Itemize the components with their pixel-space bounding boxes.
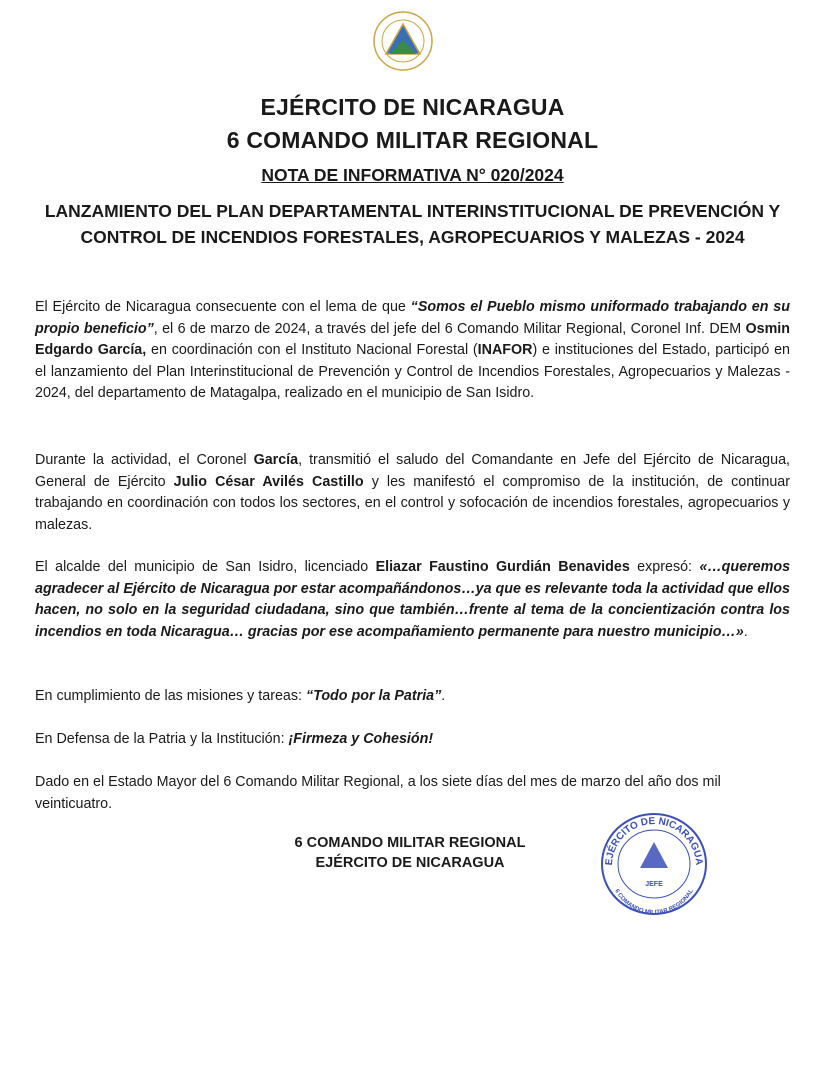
paragraph-4 — [35, 686, 790, 708]
name-bold: García — [253, 452, 299, 468]
name-bold: Osmin Edgardo García, — [35, 320, 790, 358]
paragraph-3 — [35, 557, 790, 643]
text: en coordinación con el Instituto Nacional Forestal ( — [146, 342, 478, 358]
paragraph-1 — [35, 297, 790, 405]
motto-quote: “Somos el Pueblo mismo uniformado trabajando en su propio beneficio” — [35, 299, 790, 337]
header-line-2: 6 COMANDO MILITAR REGIONAL — [226, 127, 599, 153]
name-bold: Eliazar Faustino Gurdián Benavides — [375, 559, 630, 575]
text: . — [441, 688, 446, 704]
paragraph-2 — [35, 450, 790, 536]
note-number-text: NOTA DE INFORMATIVA N° 020/2024 — [261, 165, 564, 185]
text: Durante la actividad, el Coronel — [35, 452, 254, 468]
header-line-1: EJÉRCITO DE NICARAGUA — [260, 94, 565, 120]
nicaragua-coat-of-arms-logo — [362, 10, 444, 72]
text: El Ejército de Nicaragua consecuente con el lema de que — [35, 299, 411, 315]
stamp-text-bottom: 6 COMANDO MILITAR REGIONAL — [613, 888, 695, 917]
slogan: ¡Firmeza y Cohesión! — [288, 731, 434, 747]
paragraph-5 — [35, 729, 790, 751]
text: En cumplimiento de las misiones y tareas: — [35, 688, 306, 704]
text: ) e instituciones del Estado, participó en el lanzamiento del Plan Interinstitucional de Prevención y Control de Incendios Forestales, Agropecuarios y Malezas - 2024, del departamento de Matagalpa, realizado en el municipio de San Isidro. — [35, 342, 790, 401]
stamp-text-top: EJÉRCITO DE NICARAGUA — [603, 815, 705, 866]
text: , transmitió el saludo del Comandante en Jefe del Ejército de Nicaragua, General de Ejército — [35, 452, 790, 490]
signature-block — [270, 833, 550, 873]
acronym-bold: INAFOR — [477, 342, 533, 358]
text: y les manifestó el compromiso de la institución, de continuar trabajando en coordinación con todos los sectores, en el control y sofocación de incendios forestales, agropecuarios y malezas. — [35, 473, 790, 533]
signature-line-2: EJÉRCITO DE NICARAGUA — [315, 855, 505, 871]
text: , el 6 de marzo de 2024, a través del jefe del 6 Comando Militar Regional, Coronel Inf. DEM — [153, 320, 746, 337]
official-stamp — [598, 810, 710, 918]
mayor-quote: «…queremos agradecer al Ejército de Nicaragua por estar acompañándonos…ya que es relevante toda la actividad que ellos hacen, no solo en la seguridad ciudadana, sino que también…frente al tema de la concientización contra los incendios en toda Nicaragua… gracias por ese acompañamiento permanente para nuestro municipio…» — [35, 559, 791, 640]
paragraph-6: Dado en el Estado Mayor del 6 Comando Militar Regional, a los siete días del mes de marzo del año dos mil veinticuatro. — [35, 774, 721, 812]
signature-line-1: 6 COMANDO MILITAR REGIONAL — [294, 835, 526, 851]
text: En Defensa de la Patria y la Institución: — [35, 731, 289, 747]
text: expresó: — [629, 559, 700, 575]
slogan: “Todo por la Patria” — [305, 688, 442, 704]
text: El alcalde del municipio de San Isidro, licenciado — [35, 559, 376, 575]
text: . — [743, 623, 748, 640]
note-number — [0, 165, 825, 186]
name-bold: Julio César Avilés Castillo — [173, 473, 364, 490]
stamp-center-text: JEFE — [645, 881, 663, 888]
svg-text:6 COMANDO MILITAR REGIONAL — [613, 888, 695, 916]
document-title: LANZAMIENTO DEL PLAN DEPARTAMENTAL INTERINSTITUCIONAL DE PREVENCIÓN Y CONTROL DE INCENDIOS FORESTALES, AGROPECUARIOS Y MALEZAS - 2024 — [44, 201, 781, 247]
